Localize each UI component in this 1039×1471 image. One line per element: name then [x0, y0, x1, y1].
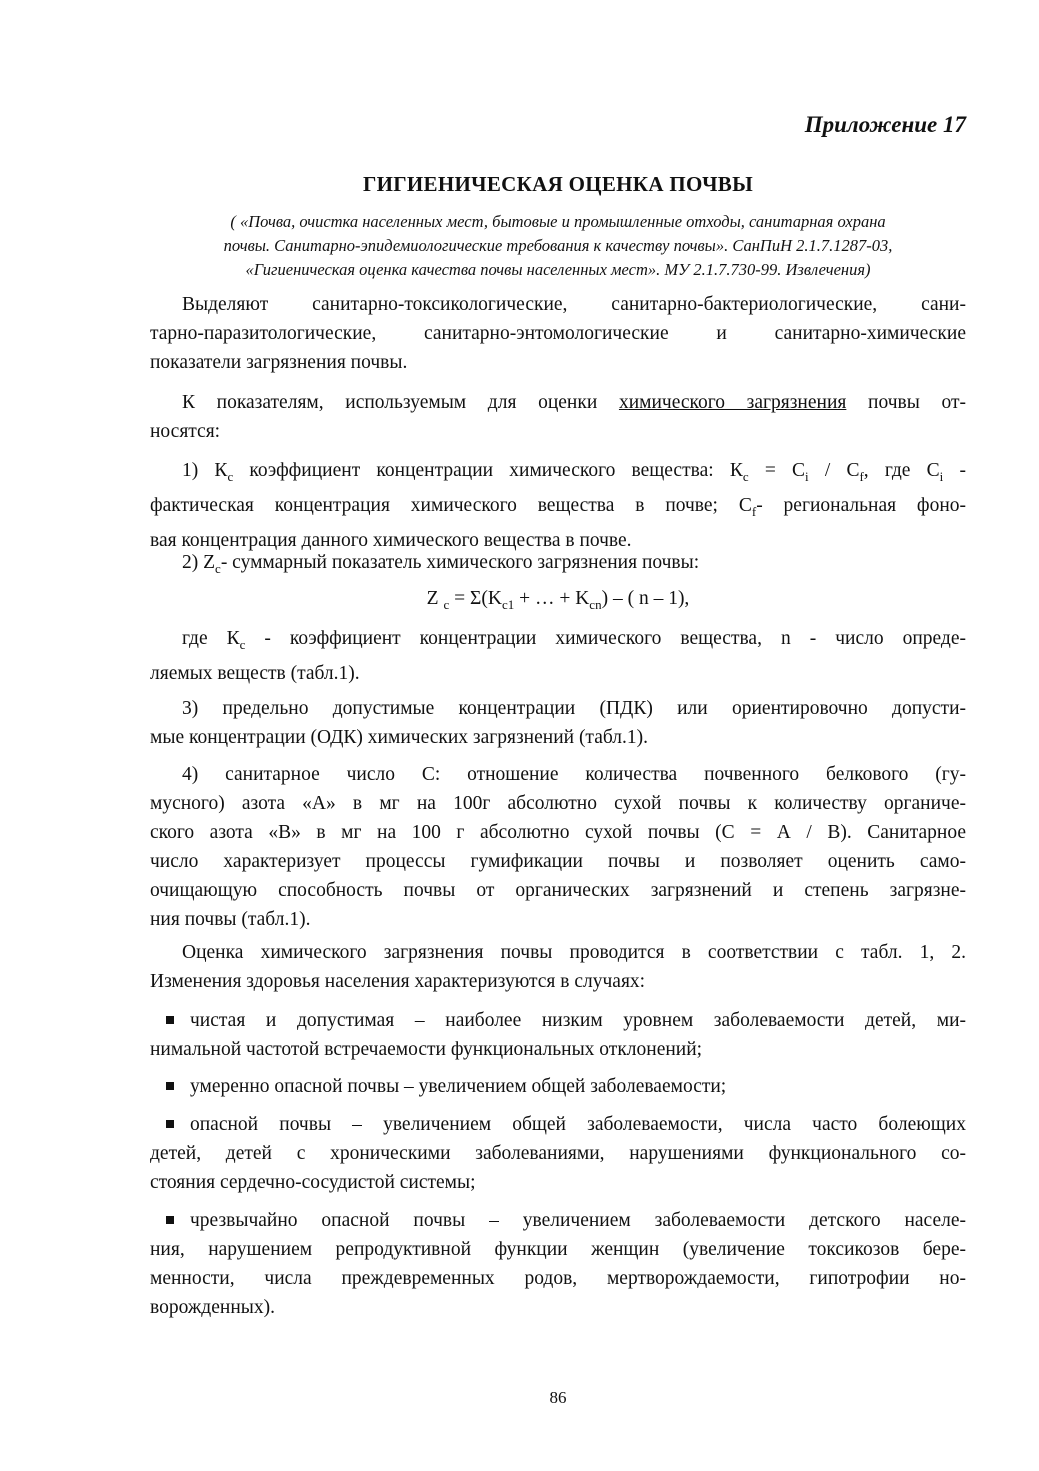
document-page — [150, 0, 966, 1471]
text-line: мусного) азота «А» в мг на 100г абсолютно сухой почвы к количеству органиче- — [150, 793, 966, 814]
bullet-item-1 — [150, 1006, 966, 1064]
subscript: i — [805, 468, 809, 484]
paragraph-2 — [150, 388, 966, 446]
text-line: носятся: — [150, 421, 221, 442]
text-fragment: 1) К — [182, 460, 228, 481]
text-fragment: опасной почвы – увеличением общей заболеваемости, числа часто болеющих — [190, 1114, 966, 1135]
paragraph-4 — [150, 548, 966, 583]
text-line — [150, 548, 966, 583]
text-line: 4) санитарное число С: отношение количества почвенного белкового (гу- — [182, 764, 966, 785]
subscript: f — [751, 503, 757, 519]
text-fragment: - суммарный показатель химического загрязнения почвы: — [220, 552, 700, 573]
text-line: нимальной частотой встречаемости функциональных отклонений; — [150, 1039, 703, 1060]
subscript: c — [443, 596, 450, 612]
subscript: c — [742, 468, 749, 484]
subscript: c — [215, 560, 221, 576]
text-line: число характеризует процессы гумификации почвы и позволяет оценить само- — [150, 851, 966, 872]
text-fragment: 2) Z — [182, 552, 216, 573]
text-line: ляемых веществ (табл.1). — [150, 662, 360, 684]
text-fragment: - региональная фоно- — [756, 494, 966, 516]
bullet-square-icon — [166, 1216, 174, 1224]
appendix-label: Приложение 17 — [804, 112, 966, 137]
text-fragment: фактическая концентрация химического вещества в почве; C — [150, 494, 752, 516]
paragraph-7 — [150, 760, 966, 934]
text-fragment: чрезвычайно опасной почвы – увеличением заболеваемости детского населе- — [190, 1210, 966, 1231]
text-line: стояния сердечно-сосудистой системы; — [150, 1172, 476, 1193]
text-fragment: коэффициент концентрации химического вещества: К — [233, 460, 743, 481]
subscript: f — [859, 468, 864, 484]
text-line — [150, 388, 966, 417]
text-fragment: К показателям, используемым для оценки — [182, 392, 598, 413]
underlined-term: химического загрязнения — [618, 392, 847, 413]
text-line — [150, 456, 966, 491]
text-line: тарно-паразитологические, санитарно-энтомологические и санитарно-химические — [150, 323, 966, 344]
text-fragment: = C — [748, 460, 806, 481]
text-fragment: умеренно опасной почвы – увеличением общей заболеваемости; — [190, 1076, 727, 1097]
text-line: менности, числа преждевременных родов, мертворождаемости, гипотрофии но- — [150, 1268, 966, 1289]
text-line: Изменения здоровья населения характеризуются в случаях: — [150, 971, 646, 992]
text-line: вая концентрация данного химического вещества в почве. — [150, 529, 632, 551]
text-line: очищающую способность почвы от органических загрязнений и степень загрязне- — [150, 880, 966, 901]
paragraph-8 — [150, 938, 966, 996]
text-fragment: / C — [808, 460, 860, 481]
text-line: мые концентрации (ОДК) химических загрязнений (табл.1). — [150, 727, 649, 748]
text-fragment: - — [943, 460, 966, 481]
formula-part: = Σ(K — [449, 588, 502, 609]
source-line: ( «Почва, очистка населенных мест, бытовые и промышленные отходы, санитарная охрана — [230, 212, 886, 231]
text-line: ского азота «В» в мг на 100 г абсолютно сухой почвы (С = А / В). Санитарное — [150, 822, 966, 843]
text-fragment: - коэффициент концентрации химического вещества, n - число опреде- — [264, 628, 966, 649]
bullet-square-icon — [166, 1016, 174, 1024]
formula-part: ) – ( n – 1), — [601, 588, 690, 609]
text-line: Оценка химического загрязнения почвы проводится в соответствии с табл. 1, 2. — [182, 942, 966, 963]
source-line: почвы. Санитарно-эпидемиологические требования к качеству почвы». СанПиН 2.1.7.1287-03, — [223, 236, 893, 255]
formula-zc — [150, 588, 966, 613]
text-fragment: почвы от- — [868, 392, 966, 413]
formula-part: + … + K — [514, 588, 590, 609]
subscript: c — [227, 468, 234, 484]
paragraph-1 — [150, 290, 966, 377]
bullet-item-4 — [150, 1206, 966, 1322]
text-fragment: , где C — [863, 460, 940, 481]
page-number: 86 — [549, 1388, 567, 1407]
text-line — [150, 491, 966, 526]
paragraph-6 — [150, 694, 966, 752]
text-line: детей, детей с хроническими заболеваниями, нарушениями функционального со- — [150, 1143, 966, 1164]
formula-part: Z — [426, 588, 439, 609]
subscript: i — [939, 468, 944, 484]
text-line: ния, нарушением репродуктивной функции женщин (увеличение токсикозов бере- — [150, 1239, 966, 1260]
text-line — [150, 1206, 966, 1235]
source-citation — [150, 210, 966, 282]
subscript: cn — [589, 596, 602, 612]
bullet-item-2 — [150, 1072, 966, 1101]
text-line: 3) предельно допустимые концентрации (ПДК) или ориентировочно допусти- — [182, 698, 966, 719]
text-fragment: где К — [182, 628, 240, 649]
paragraph-3 — [150, 456, 966, 555]
paragraph-5 — [150, 624, 966, 688]
text-line: ворожденных). — [150, 1297, 275, 1318]
subscript: c — [239, 636, 246, 652]
text-line — [150, 1110, 966, 1139]
text-line — [150, 1072, 966, 1101]
text-fragment: чистая и допустимая – наиболее низким уровнем заболеваемости детей, ми- — [190, 1010, 966, 1031]
text-line: показатели загрязнения почвы. — [150, 352, 408, 373]
text-line: Выделяют санитарно-токсикологические, санитарно-бактериологические, сани- — [182, 294, 966, 315]
text-line — [150, 1006, 966, 1035]
bullet-item-3 — [150, 1110, 966, 1197]
bullet-square-icon — [166, 1082, 174, 1090]
subscript: c1 — [501, 596, 515, 612]
source-line: «Гигиеническая оценка качества почвы населенных мест». МУ 2.1.7.730-99. Извлечения) — [245, 260, 871, 279]
text-line — [150, 624, 966, 659]
page-title: ГИГИЕНИЧЕСКАЯ ОЦЕНКА ПОЧВЫ — [362, 172, 754, 196]
text-line: ния почвы (табл.1). — [150, 909, 311, 930]
bullet-square-icon — [166, 1120, 174, 1128]
